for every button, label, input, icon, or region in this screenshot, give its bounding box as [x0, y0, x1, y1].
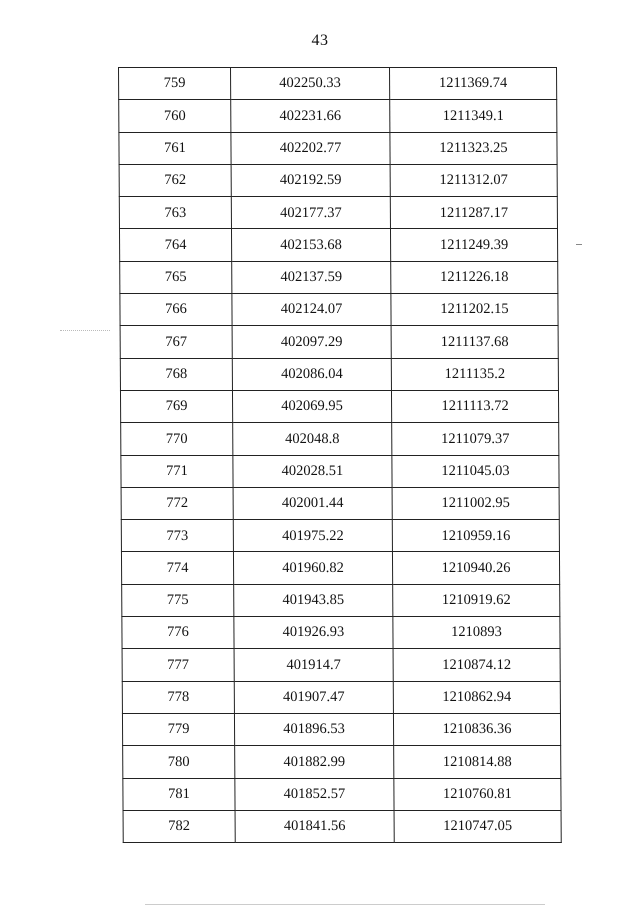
- point-number-cell: 776: [122, 617, 234, 649]
- y-coordinate-cell: 1211202.15: [391, 294, 558, 326]
- x-coordinate-cell: 402192.59: [231, 164, 390, 196]
- table-row: [120, 358, 558, 390]
- point-number-cell: 764: [119, 229, 231, 261]
- point-number-cell: 782: [123, 810, 235, 842]
- point-number-cell: 774: [121, 552, 233, 584]
- x-coordinate-cell: 402124.07: [232, 294, 391, 326]
- y-coordinate-cell: 1210760.81: [394, 778, 561, 810]
- x-coordinate-cell: 401907.47: [234, 681, 393, 713]
- table-row: [119, 100, 557, 132]
- y-coordinate-cell: 1211135.2: [391, 358, 558, 390]
- x-coordinate-cell: 401841.56: [235, 810, 394, 842]
- x-coordinate-cell: 402153.68: [231, 229, 390, 261]
- table-row: [119, 132, 557, 164]
- table-row: [121, 552, 559, 584]
- x-coordinate-cell: 401943.85: [234, 584, 393, 616]
- table-row: [119, 164, 557, 196]
- table-row: [122, 617, 560, 649]
- y-coordinate-cell: 1210874.12: [393, 649, 560, 681]
- point-number-cell: 768: [120, 358, 232, 390]
- y-coordinate-cell: 1211369.74: [390, 68, 557, 100]
- table-row: [121, 455, 559, 487]
- point-number-cell: 775: [122, 584, 234, 616]
- point-number-cell: 760: [119, 100, 231, 132]
- x-coordinate-cell: 401926.93: [234, 617, 393, 649]
- point-number-cell: 769: [120, 390, 232, 422]
- point-number-cell: 770: [121, 423, 233, 455]
- table-row: [123, 746, 561, 778]
- y-coordinate-cell: 1210836.36: [393, 713, 560, 745]
- page-number: 43: [311, 32, 329, 49]
- table-row: [119, 197, 557, 229]
- point-number-cell: 767: [120, 326, 232, 358]
- y-coordinate-cell: 1210747.05: [394, 810, 561, 842]
- point-number-cell: 779: [122, 713, 234, 745]
- coordinate-table: [118, 67, 562, 843]
- y-coordinate-cell: 1210919.62: [393, 584, 560, 616]
- table-row: [123, 778, 561, 810]
- x-coordinate-cell: 401975.22: [233, 520, 392, 552]
- y-coordinate-cell: 1211249.39: [390, 229, 557, 261]
- x-coordinate-cell: 402069.95: [232, 390, 391, 422]
- coordinate-table-body: [119, 68, 562, 843]
- point-number-cell: 780: [123, 746, 235, 778]
- x-coordinate-cell: 402231.66: [231, 100, 390, 132]
- point-number-cell: 759: [119, 68, 231, 100]
- x-coordinate-cell: 401960.82: [233, 552, 392, 584]
- y-coordinate-cell: 1211002.95: [392, 487, 559, 519]
- scan-artifact-dots: [60, 330, 110, 332]
- y-coordinate-cell: 1210893: [393, 617, 560, 649]
- table-row: [121, 487, 559, 519]
- point-number-cell: 772: [121, 487, 233, 519]
- y-coordinate-cell: 1211349.1: [390, 100, 557, 132]
- y-coordinate-cell: 1211137.68: [391, 326, 558, 358]
- y-coordinate-cell: 1211113.72: [391, 390, 558, 422]
- point-number-cell: 778: [122, 681, 234, 713]
- point-number-cell: 762: [119, 164, 231, 196]
- table-row: [122, 584, 560, 616]
- table-row: [121, 423, 559, 455]
- y-coordinate-cell: 1211079.37: [392, 423, 559, 455]
- x-coordinate-cell: 402202.77: [231, 132, 390, 164]
- point-number-cell: 766: [120, 294, 232, 326]
- x-coordinate-cell: 402137.59: [232, 261, 391, 293]
- table-row: [122, 681, 560, 713]
- y-coordinate-cell: 1211287.17: [390, 197, 557, 229]
- table-row: [120, 294, 558, 326]
- x-coordinate-cell: 402001.44: [233, 487, 392, 519]
- point-number-cell: 781: [123, 778, 235, 810]
- point-number-cell: 773: [121, 520, 233, 552]
- y-coordinate-cell: 1211312.07: [390, 164, 557, 196]
- x-coordinate-cell: 402028.51: [233, 455, 392, 487]
- point-number-cell: 777: [122, 649, 234, 681]
- y-coordinate-cell: 1211226.18: [391, 261, 558, 293]
- table-row: [122, 713, 560, 745]
- y-coordinate-cell: 1210862.94: [393, 681, 560, 713]
- table-row: [122, 649, 560, 681]
- x-coordinate-cell: 401882.99: [235, 746, 394, 778]
- y-coordinate-cell: 1211045.03: [392, 455, 559, 487]
- x-coordinate-cell: 402086.04: [232, 358, 391, 390]
- table-row: [123, 810, 561, 842]
- table-row: [120, 390, 558, 422]
- table-row: [120, 326, 558, 358]
- x-coordinate-cell: 402250.33: [231, 68, 390, 100]
- table-row: [120, 261, 558, 293]
- scan-artifact-mark: [576, 244, 582, 245]
- y-coordinate-cell: 1210959.16: [392, 520, 559, 552]
- x-coordinate-cell: 401896.53: [234, 713, 393, 745]
- x-coordinate-cell: 401914.7: [234, 649, 393, 681]
- y-coordinate-cell: 1211323.25: [390, 132, 557, 164]
- table-row: [121, 520, 559, 552]
- table-row: [119, 229, 557, 261]
- table-row: [119, 68, 557, 100]
- x-coordinate-cell: 402097.29: [232, 326, 391, 358]
- x-coordinate-cell: 402048.8: [233, 423, 392, 455]
- point-number-cell: 763: [119, 197, 231, 229]
- point-number-cell: 765: [120, 261, 232, 293]
- x-coordinate-cell: 401852.57: [235, 778, 394, 810]
- y-coordinate-cell: 1210814.88: [394, 746, 561, 778]
- y-coordinate-cell: 1210940.26: [392, 552, 559, 584]
- point-number-cell: 761: [119, 132, 231, 164]
- x-coordinate-cell: 402177.37: [231, 197, 390, 229]
- point-number-cell: 771: [121, 455, 233, 487]
